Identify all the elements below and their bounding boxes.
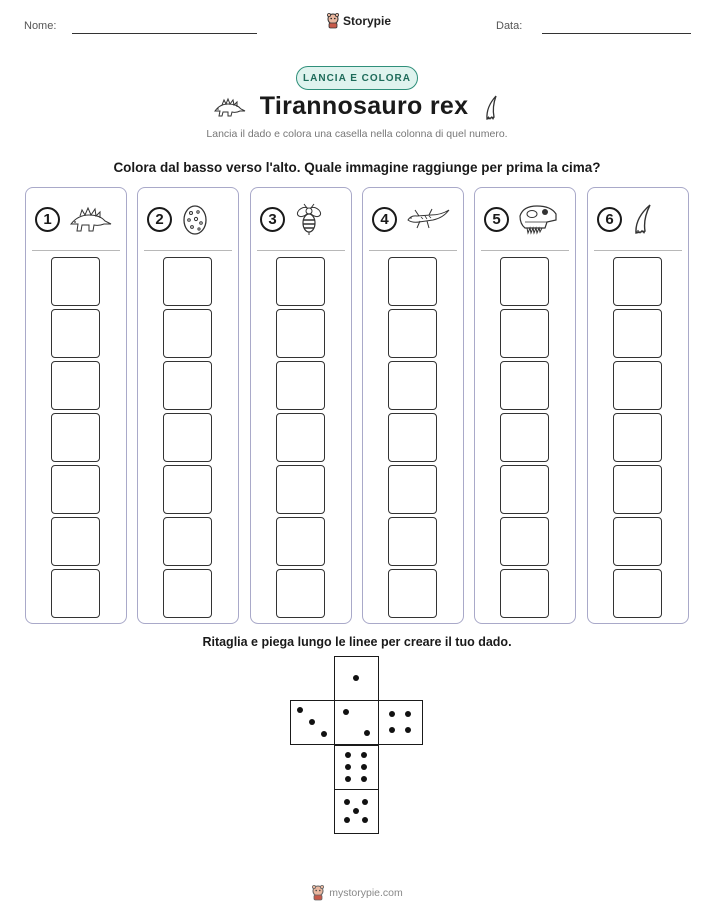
die-pip [343,709,349,715]
column-divider [144,250,232,251]
number-badge: 4 [372,207,397,232]
column-5 [474,187,576,624]
column-4 [362,187,464,624]
die-pip [364,730,370,736]
color-box[interactable] [613,257,662,306]
question-text: Colora dal basso verso l'alto. Quale immagine raggiunge per prima la cima? [113,160,601,175]
column-header [147,202,231,236]
die-pip [309,719,315,725]
column-6 [587,187,689,624]
color-box[interactable] [388,517,437,566]
column-2 [137,187,239,624]
color-box[interactable] [388,361,437,410]
die-pip [321,731,327,737]
page-title: Tirannosauro rex [259,92,469,120]
color-box[interactable] [51,569,100,618]
bee-icon [293,202,325,236]
color-box[interactable] [613,309,662,358]
die-pip [361,764,367,770]
color-box[interactable] [163,361,212,410]
die-face-lower [334,745,379,790]
color-box[interactable] [276,517,325,566]
color-box[interactable] [51,257,100,306]
number-badge: 1 [35,207,60,232]
die-pip [345,776,351,782]
die-pip [361,752,367,758]
color-box[interactable] [51,309,100,358]
die-face-top [334,656,379,701]
color-box[interactable] [613,569,662,618]
die-pip [345,752,351,758]
column-divider [481,250,569,251]
color-box[interactable] [613,465,662,514]
date-field-line[interactable] [542,33,691,34]
column-divider [32,250,120,251]
storypie-mascot-icon [326,13,340,29]
die-pip [353,675,359,681]
color-box[interactable] [276,361,325,410]
color-box[interactable] [500,465,549,514]
die-pip [405,727,411,733]
name-field-line[interactable] [72,33,257,34]
column-1 [25,187,127,624]
color-box[interactable] [500,413,549,462]
stegosaurus-icon [68,204,112,234]
activity-badge: LANCIA E COLORA [296,66,418,90]
color-box[interactable] [388,569,437,618]
name-label: Nome: [24,20,57,32]
color-box[interactable] [500,569,549,618]
die-face-bottom [334,789,379,834]
t-rex-skull-icon [517,202,559,236]
die-pip [362,799,368,805]
color-box[interactable] [276,413,325,462]
die-pip [344,799,350,805]
column-divider [257,250,345,251]
color-box[interactable] [388,257,437,306]
dinosaur-egg-icon [180,203,210,235]
color-box[interactable] [276,465,325,514]
color-box[interactable] [388,413,437,462]
column-header [372,202,456,236]
number-badge: 5 [484,207,509,232]
color-box[interactable] [500,257,549,306]
footer-url: mystorypie.com [329,887,403,899]
tooth-icon [482,93,502,121]
storypie-mascot-icon [311,885,325,901]
color-box[interactable] [500,309,549,358]
color-box[interactable] [613,413,662,462]
color-box[interactable] [51,517,100,566]
color-box[interactable] [276,257,325,306]
color-box[interactable] [163,517,212,566]
die-pip [389,711,395,717]
stegosaurus-icon [212,96,246,118]
column-divider [369,250,457,251]
color-box[interactable] [613,361,662,410]
color-box[interactable] [276,309,325,358]
number-badge: 2 [147,207,172,232]
tooth-icon [630,202,658,236]
die-pip [362,817,368,823]
brand-logo [326,13,391,29]
color-box[interactable] [163,309,212,358]
color-box[interactable] [51,361,100,410]
column-header [597,202,681,236]
die-pip [353,808,359,814]
column-header [260,202,344,236]
color-box[interactable] [51,413,100,462]
die-face-right [378,700,423,745]
color-box[interactable] [163,569,212,618]
column-3 [250,187,352,624]
die-pip [344,817,350,823]
die-pip [297,707,303,713]
color-box[interactable] [163,413,212,462]
lizard-icon [405,204,451,234]
color-box[interactable] [163,465,212,514]
number-badge: 6 [597,207,622,232]
date-label: Data: [496,20,523,32]
die-pip [361,776,367,782]
column-divider [594,250,682,251]
column-header [35,202,119,236]
color-box[interactable] [163,257,212,306]
instructions-subtitle: Lancia il dado e colora una casella nella colonna di quel numero. [206,128,508,140]
column-header [484,202,568,236]
color-box[interactable] [500,361,549,410]
color-box[interactable] [51,465,100,514]
color-box[interactable] [388,465,437,514]
die-face-center [334,700,379,745]
color-box[interactable] [388,309,437,358]
footer [0,885,714,901]
die-pip [405,711,411,717]
color-box[interactable] [276,569,325,618]
die-face-left [290,700,335,745]
color-box[interactable] [613,517,662,566]
title-row [0,92,714,121]
die-pip [389,727,395,733]
die-instruction: Ritaglia e piega lungo le linee per creare il tuo dado. [202,635,512,649]
die-pip [345,764,351,770]
number-badge: 3 [260,207,285,232]
color-box[interactable] [500,517,549,566]
brand-name: Storypie [343,14,392,28]
